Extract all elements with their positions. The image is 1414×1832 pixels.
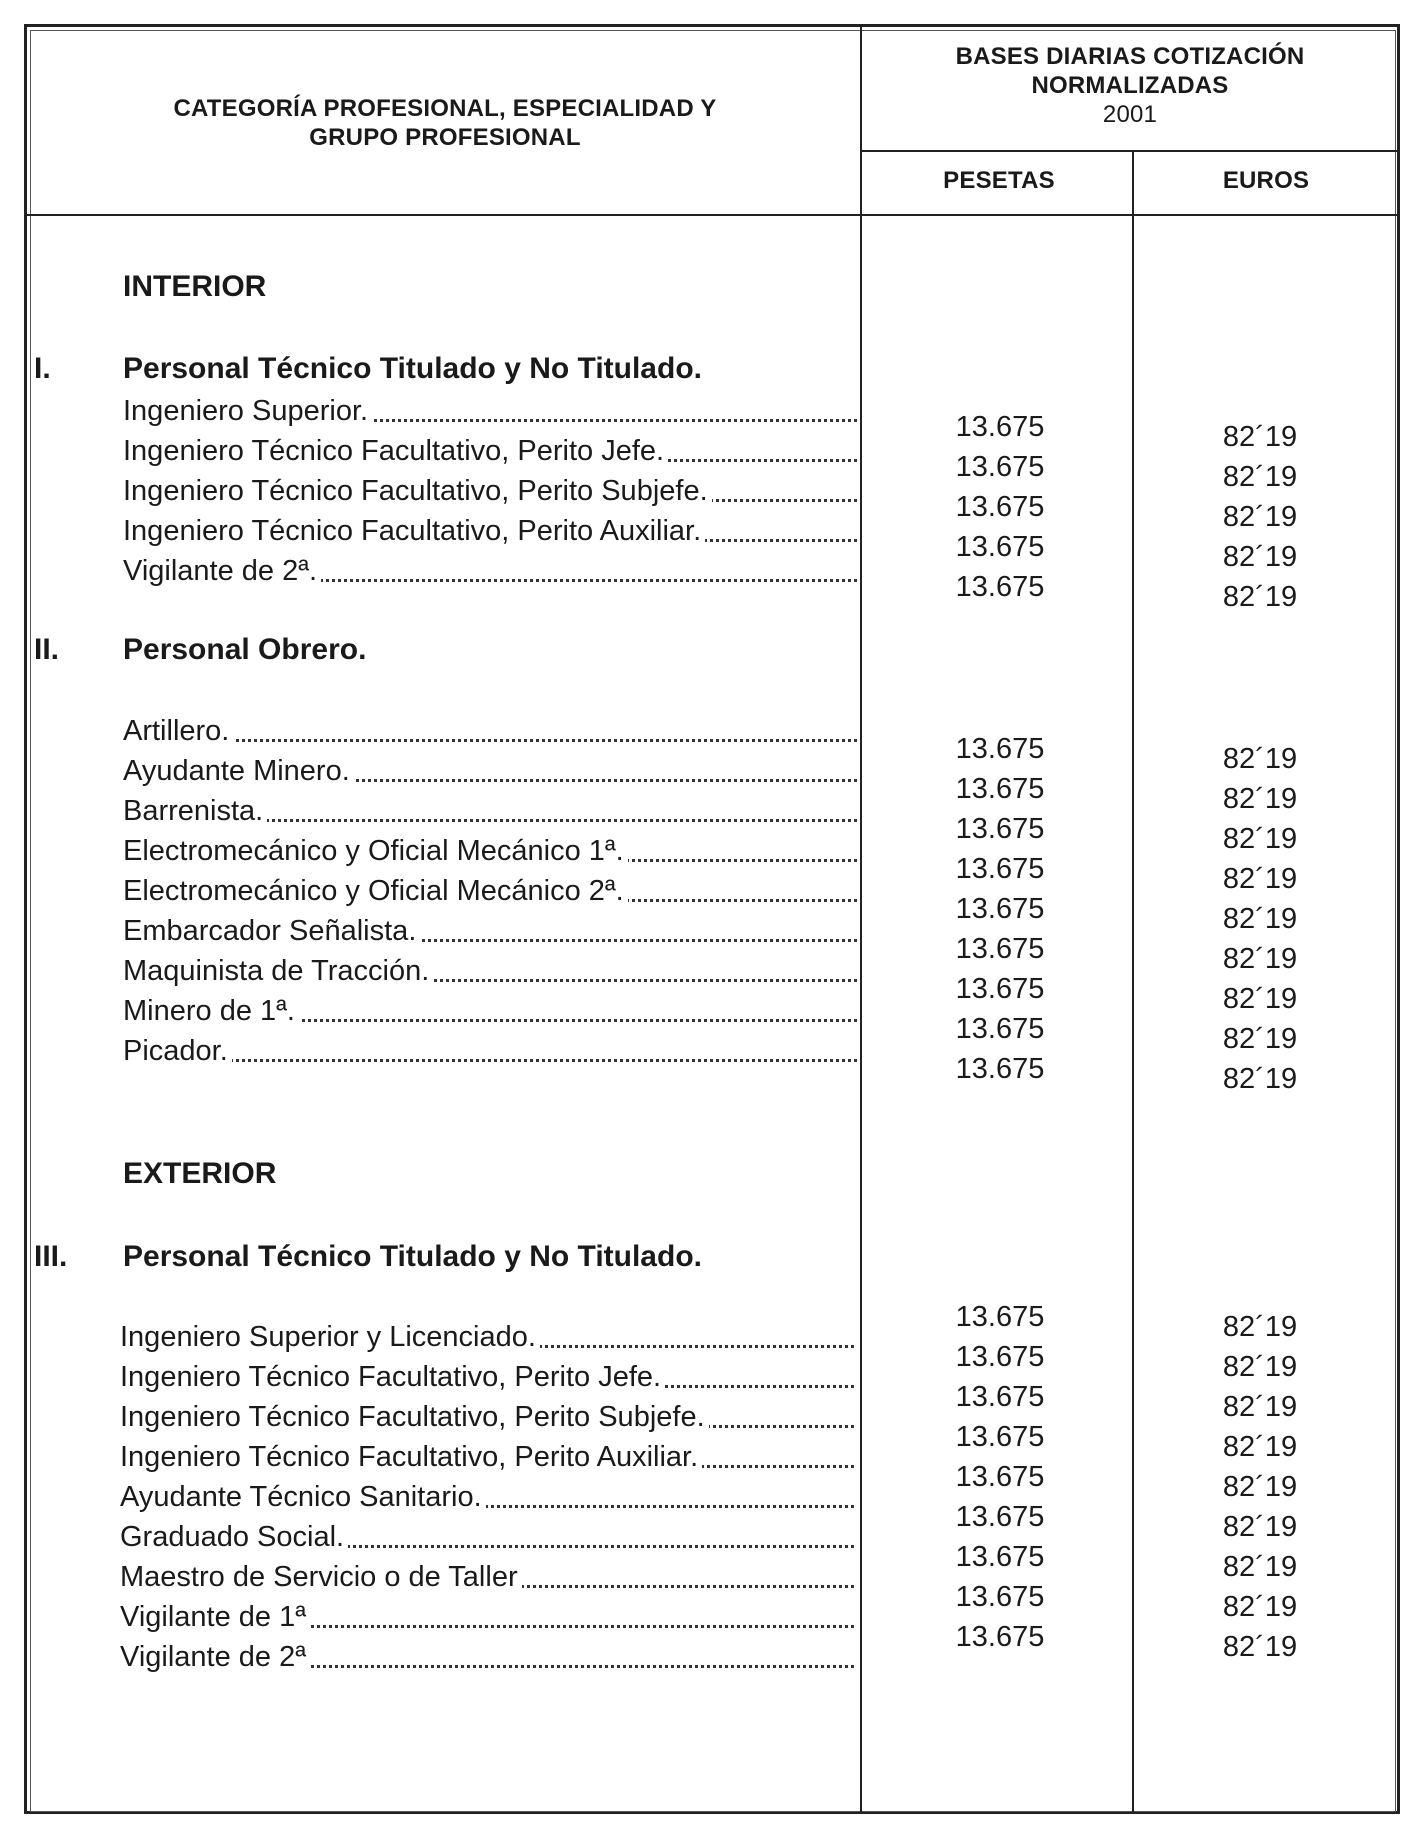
- euros-value: 82´19: [1222, 1391, 1298, 1423]
- pesetas-value: 13.675: [955, 1301, 1045, 1333]
- list-item: Maquinista de Tracción.: [123, 952, 857, 990]
- euros-value: 82´19: [1222, 1631, 1298, 1663]
- euros-value: 82´19: [1222, 863, 1298, 895]
- category-header-line-1: CATEGORÍA PROFESIONAL, ESPECIALIDAD Y: [173, 95, 717, 122]
- group-numeral-i: I.: [34, 352, 51, 385]
- group-numeral-ii: II.: [34, 633, 60, 666]
- pesetas-column-header: PESETAS: [943, 167, 1055, 194]
- pesetas-value: 13.675: [955, 973, 1045, 1005]
- pesetas-value: 13.675: [955, 1053, 1045, 1085]
- pesetas-value: 13.675: [955, 733, 1045, 765]
- euros-value: 82´19: [1222, 501, 1298, 533]
- euros-value: 82´19: [1222, 1311, 1298, 1343]
- list-item: Electromecánico y Oficial Mecánico 1ª.: [123, 832, 857, 870]
- header-subdivider: [862, 150, 1398, 152]
- list-item: Graduado Social.: [120, 1518, 854, 1556]
- category-column-header: [40, 94, 850, 152]
- pesetas-value: 13.675: [955, 1461, 1045, 1493]
- category-header-line-2: GRUPO PROFESIONAL: [309, 124, 581, 151]
- list-item: Ingeniero Superior y Licenciado.: [120, 1318, 854, 1356]
- euros-value: 82´19: [1222, 783, 1298, 815]
- bases-header-line-2: NORMALIZADAS: [1031, 72, 1229, 99]
- euros-value: 82´19: [1222, 1511, 1298, 1543]
- euros-value: 82´19: [1222, 743, 1298, 775]
- group-title-iii: Personal Técnico Titulado y No Titulado.: [123, 1240, 702, 1273]
- pesetas-value: 13.675: [955, 1501, 1045, 1533]
- header-bottom-rule: [26, 214, 1398, 216]
- pesetas-value: 13.675: [955, 933, 1045, 965]
- euros-value: 82´19: [1222, 823, 1298, 855]
- euros-value: 82´19: [1222, 1471, 1298, 1503]
- list-item: Ingeniero Superior.: [123, 392, 857, 430]
- group-title-i: Personal Técnico Titulado y No Titulado.: [123, 352, 702, 385]
- euros-value: 82´19: [1222, 903, 1298, 935]
- pesetas-value: 13.675: [955, 1341, 1045, 1373]
- euros-value: 82´19: [1222, 983, 1298, 1015]
- list-item: Ayudante Minero.: [123, 752, 857, 790]
- bases-header-line-1: BASES DIARIAS COTIZACIÓN: [955, 43, 1305, 70]
- pesetas-value: 13.675: [955, 451, 1045, 483]
- euros-value: 82´19: [1222, 1063, 1298, 1095]
- pesetas-value: 13.675: [955, 1541, 1045, 1573]
- euros-value: 82´19: [1222, 1551, 1298, 1583]
- list-item: Ingeniero Técnico Facultativo, Perito Jefe.: [123, 432, 857, 470]
- list-item: Barrenista.: [123, 792, 857, 830]
- list-item: Maestro de Servicio o de Taller: [120, 1558, 854, 1596]
- group-title-ii: Personal Obrero.: [123, 633, 367, 666]
- column-divider-category: [860, 26, 862, 1814]
- list-item: Artillero.: [123, 712, 857, 750]
- list-item: Vigilante de 2ª.: [123, 552, 857, 590]
- pesetas-value: 13.675: [955, 411, 1045, 443]
- pesetas-value: 13.675: [955, 531, 1045, 563]
- pesetas-value: 13.675: [955, 1381, 1045, 1413]
- euros-value: 82´19: [1222, 1351, 1298, 1383]
- list-item: Ingeniero Técnico Facultativo, Perito Subjefe.: [120, 1398, 854, 1436]
- column-divider-pesetas-euros: [1132, 150, 1134, 1814]
- euros-value: 82´19: [1222, 581, 1298, 613]
- list-item: Vigilante de 1ª: [120, 1598, 854, 1636]
- euros-value: 82´19: [1222, 1023, 1298, 1055]
- pesetas-value: 13.675: [955, 1421, 1045, 1453]
- section-title-exterior: EXTERIOR: [123, 1157, 277, 1190]
- bases-column-header: [870, 42, 1390, 129]
- list-item: Embarcador Señalista.: [123, 912, 857, 950]
- euros-value: 82´19: [1222, 1431, 1298, 1463]
- pesetas-value: 13.675: [955, 773, 1045, 805]
- pesetas-value: 13.675: [955, 1581, 1045, 1613]
- list-item: Vigilante de 2ª: [120, 1638, 854, 1676]
- list-item: Ingeniero Técnico Facultativo, Perito Subjefe.: [123, 472, 857, 510]
- section-title-interior: INTERIOR: [123, 270, 267, 303]
- pesetas-value: 13.675: [955, 491, 1045, 523]
- bases-header-year: 2001: [1102, 101, 1158, 128]
- pesetas-value: 13.675: [955, 853, 1045, 885]
- list-item: Ayudante Técnico Sanitario.: [120, 1478, 854, 1516]
- euros-value: 82´19: [1222, 461, 1298, 493]
- list-item: Ingeniero Técnico Facultativo, Perito Jefe.: [120, 1358, 854, 1396]
- group-numeral-iii: III.: [34, 1240, 68, 1273]
- pesetas-value: 13.675: [955, 1621, 1045, 1653]
- list-item: Ingeniero Técnico Facultativo, Perito Auxiliar.: [123, 512, 857, 550]
- pesetas-value: 13.675: [955, 893, 1045, 925]
- euros-value: 82´19: [1222, 421, 1298, 453]
- euros-column-header: EUROS: [1222, 167, 1310, 194]
- euros-value: 82´19: [1222, 541, 1298, 573]
- pesetas-value: 13.675: [955, 571, 1045, 603]
- pesetas-value: 13.675: [955, 1013, 1045, 1045]
- list-item: Minero de 1ª.: [123, 992, 857, 1030]
- list-item: Picador.: [123, 1032, 857, 1070]
- list-item: Ingeniero Técnico Facultativo, Perito Auxiliar.: [120, 1438, 854, 1476]
- pesetas-value: 13.675: [955, 813, 1045, 845]
- euros-value: 82´19: [1222, 943, 1298, 975]
- list-item: Electromecánico y Oficial Mecánico 2ª.: [123, 872, 857, 910]
- euros-value: 82´19: [1222, 1591, 1298, 1623]
